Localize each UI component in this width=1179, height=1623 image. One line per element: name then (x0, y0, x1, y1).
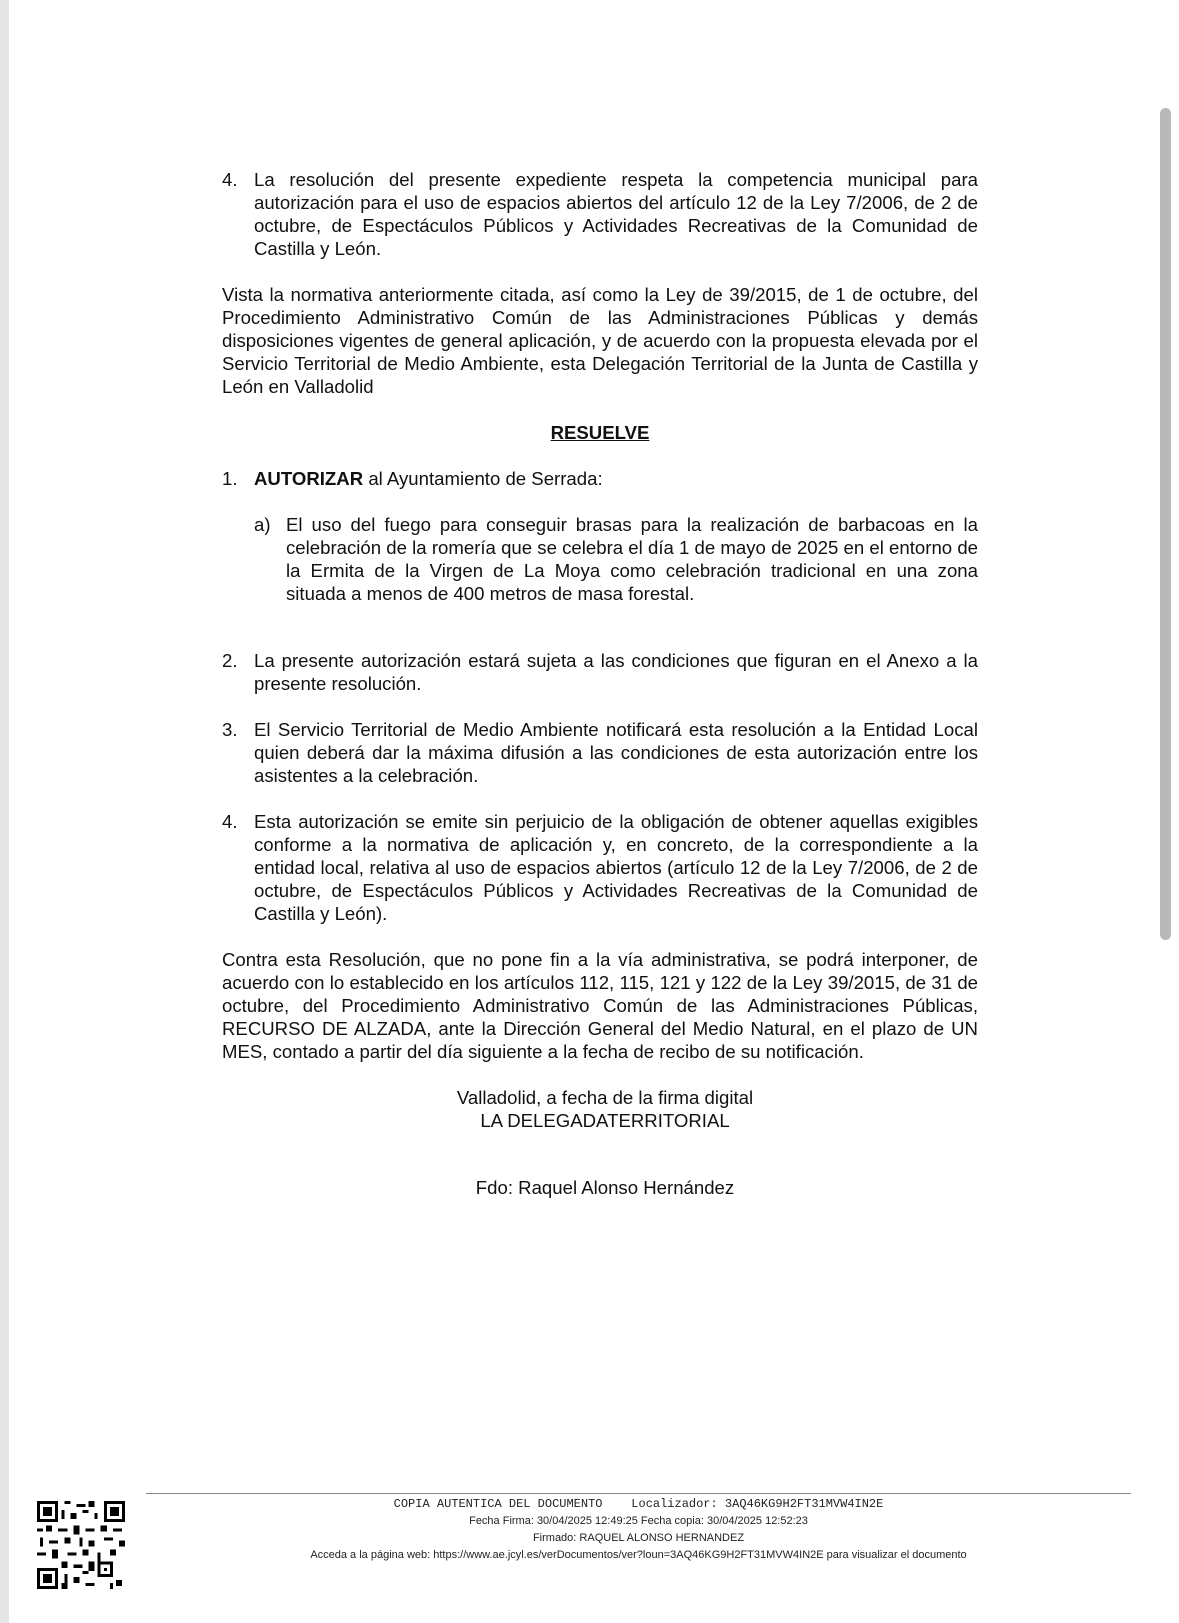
intro-item-4 (222, 168, 978, 260)
item-number: 2. (222, 650, 238, 671)
item-text: La presente autorización estará sujeta a las condiciones que figuran en el Anexo a la presente resolución. (254, 650, 978, 694)
resolution-item-4 (222, 810, 978, 925)
signature-signed-by: Fdo: Raquel Alonso Hernández (475, 1177, 735, 1198)
item-text: La resolución del presente expediente respeta la competencia municipal para autorización para el uso de espacios abiertos del artículo 12 de la Ley 7/2006, de 2 de octubre, de Espectáculos Públicos y Actividades Recreativas de la Comunidad de Castilla y León. (254, 169, 978, 259)
item-text: El Servicio Territorial de Medio Ambiente notificará esta resolución a la Entidad Local quien deberá dar la máxima difusión a las condiciones de esta autorización entre los asistentes a la celebración. (254, 719, 978, 786)
resuelve-heading: RESUELVE (550, 422, 650, 443)
signature-place-date: Valladolid, a fecha de la firma digital (456, 1087, 754, 1108)
vista-paragraph: Vista la normativa anteriormente citada, así como la Ley de 39/2015, de 1 de octubre, del Procedimiento Administrativo Común de las Administraciones Públicas y demás disposiciones vigentes de general aplicación, y de acuerdo con la propuesta elevada por el Servicio Territorial de Medio Ambiente, esta Delegación Territorial de la Junta de Castilla y León en Valladolid (222, 284, 978, 397)
document-body (222, 168, 978, 1199)
recurso-paragraph: Contra esta Resolución, que no pone fin a la vía administrativa, se podrá interponer, de acuerdo con lo establecido en los artículos 112, 115, 121 y 122 de la Ley 39/2015, de 31 de octubre, del Procedimiento Administrativo Común de las Administraciones Públicas, RECURSO DE ALZADA, ante la Dirección General del Medio Natural, en el plazo de UN MES, contado a partir del día siguiente a la fecha de recibo de su notificación. (222, 949, 978, 1062)
item-number: 1. (222, 468, 238, 489)
access-line[interactable]: Acceda a la página web: https://www.ae.jcyl.es/verDocumentos/ver?loun=3AQ46KG9H2FT31MVW4IN2E para visualizar el documento (310, 1549, 967, 1561)
copy-locator-line: COPIA AUTENTICA DEL DOCUMENTO Localizador: 3AQ46KG9H2FT31MVW4IN2E (393, 1497, 884, 1511)
signer-line: Firmado: RAQUEL ALONSO HERNANDEZ (532, 1532, 745, 1544)
dates-line: Fecha Firma: 30/04/2025 12:49:25 Fecha copia: 30/04/2025 12:52:23 (469, 1515, 808, 1527)
footer-divider (146, 1493, 1131, 1494)
qr-code-icon (37, 1501, 125, 1589)
autorizar-label: AUTORIZAR (254, 468, 364, 489)
resolution-item-1 (222, 467, 978, 490)
item-number: 4. (222, 169, 238, 190)
sub-letter: a) (254, 514, 271, 535)
resolution-item-2 (222, 649, 978, 695)
item-text: al Ayuntamiento de Serrada: (363, 468, 603, 489)
resolution-item-1a (254, 513, 978, 605)
item-number: 4. (222, 811, 238, 832)
resolution-item-3 (222, 718, 978, 787)
sub-text: El uso del fuego para conseguir brasas para la realización de barbacoas en la celebración de la romería que se celebra el día 1 de mayo de 2025 en el entorno de la Ermita de la Virgen de La Moya como celebración tradicional en una zona situada a menos de 400 metros de masa forestal. (286, 514, 978, 604)
scrollbar-thumb[interactable] (1160, 108, 1171, 940)
signature-role: LA DELEGADATERRITORIAL (480, 1110, 730, 1131)
item-number: 3. (222, 719, 238, 740)
document-footer (146, 1496, 1131, 1564)
resuelve-heading-wrap (222, 421, 978, 444)
item-text: Esta autorización se emite sin perjuicio de la obligación de obtener aquellas exigibles conforme a la normativa de aplicación y, en concreto, de la correspondiente a la entidad local, relativa al uso de espacios abiertos (artículo 12 de la Ley 7/2006, de 2 de octubre, de Espectáculos Públicos y Actividades Recreativas de la Comunidad de Castilla y León). (254, 811, 978, 924)
signature-block (222, 1086, 978, 1199)
